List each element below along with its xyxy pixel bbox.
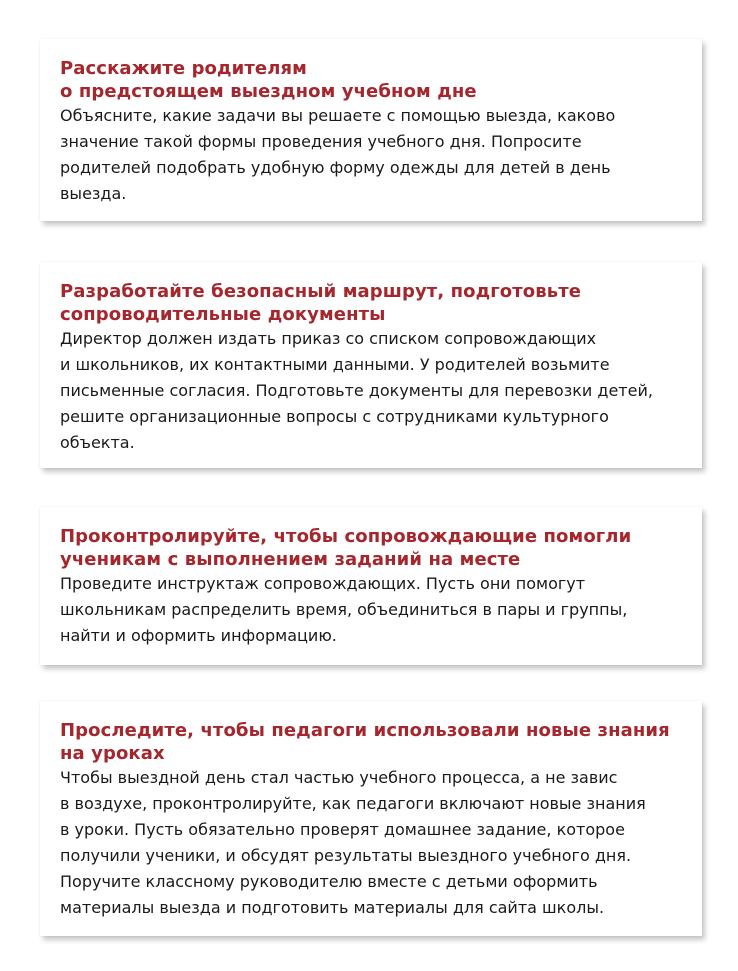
card-title xyxy=(60,280,682,326)
card-title-line: на уроках xyxy=(60,743,165,764)
card-body-line: в воздухе, проконтролируйте, как педагоги включают новые знания xyxy=(60,794,646,813)
step-card-route-documents xyxy=(40,262,702,468)
card-body-line: Проведите инструктаж сопровождающих. Пусть они помогут xyxy=(60,574,586,593)
card-body-line: выезда. xyxy=(60,184,127,203)
card-body-line: Чтобы выездной день стал частью учебного процесса, а не завис xyxy=(60,768,618,787)
card-title xyxy=(60,525,682,571)
card-body-line: Директор должен издать приказ со списком сопровождающих xyxy=(60,329,597,348)
card-body-line: и школьников, их контактными данными. У родителей возьмите xyxy=(60,355,610,374)
card-title-line: Разработайте безопасный маршрут, подготовьте xyxy=(60,281,582,302)
card-body-line: значение такой формы проведения учебного дня. Попросите xyxy=(60,132,582,151)
card-body-line: получили ученики, и обсудят результаты выездного учебного дня. xyxy=(60,846,632,865)
card-body-line: родителей подобрать удобную форму одежды для детей в день xyxy=(60,158,611,177)
card-title-line: сопроводительные документы xyxy=(60,304,386,325)
card-body-line: решите организационные вопросы с сотрудниками культурного xyxy=(60,407,609,426)
card-body-line: школьникам распределить время, объединиться в пары и группы, xyxy=(60,600,628,619)
card-body xyxy=(60,103,682,207)
step-card-lessons xyxy=(40,701,702,936)
card-body-line: письменные согласия. Подготовьте документы для перевозки детей, xyxy=(60,381,653,400)
card-body-line: найти и оформить информацию. xyxy=(60,626,337,645)
card-body xyxy=(60,765,682,921)
card-body-line: Объясните, какие задачи вы решаете с помощью выезда, каково xyxy=(60,106,616,125)
step-card-parents xyxy=(40,39,702,221)
card-title xyxy=(60,57,682,103)
card-body-line: объекта. xyxy=(60,433,135,452)
card-title-line: о предстоящем выездном учебном дне xyxy=(60,81,477,102)
card-title-line: ученикам с выполнением заданий на месте xyxy=(60,549,521,570)
card-title-line: Проконтролируйте, чтобы сопровождающие помогли xyxy=(60,526,632,547)
step-card-chaperones xyxy=(40,507,702,665)
card-body-line: в уроки. Пусть обязательно проверят домашнее задание, которое xyxy=(60,820,625,839)
card-body-line: Поручите классному руководителю вместе с детьми оформить xyxy=(60,872,598,891)
card-title xyxy=(60,719,682,765)
card-body xyxy=(60,326,682,456)
card-title-line: Проследите, чтобы педагоги использовали новые знания xyxy=(60,720,670,741)
card-body-line: материалы выезда и подготовить материалы для сайта школы. xyxy=(60,898,605,917)
card-title-line: Расскажите родителям xyxy=(60,58,307,79)
card-body xyxy=(60,571,682,649)
